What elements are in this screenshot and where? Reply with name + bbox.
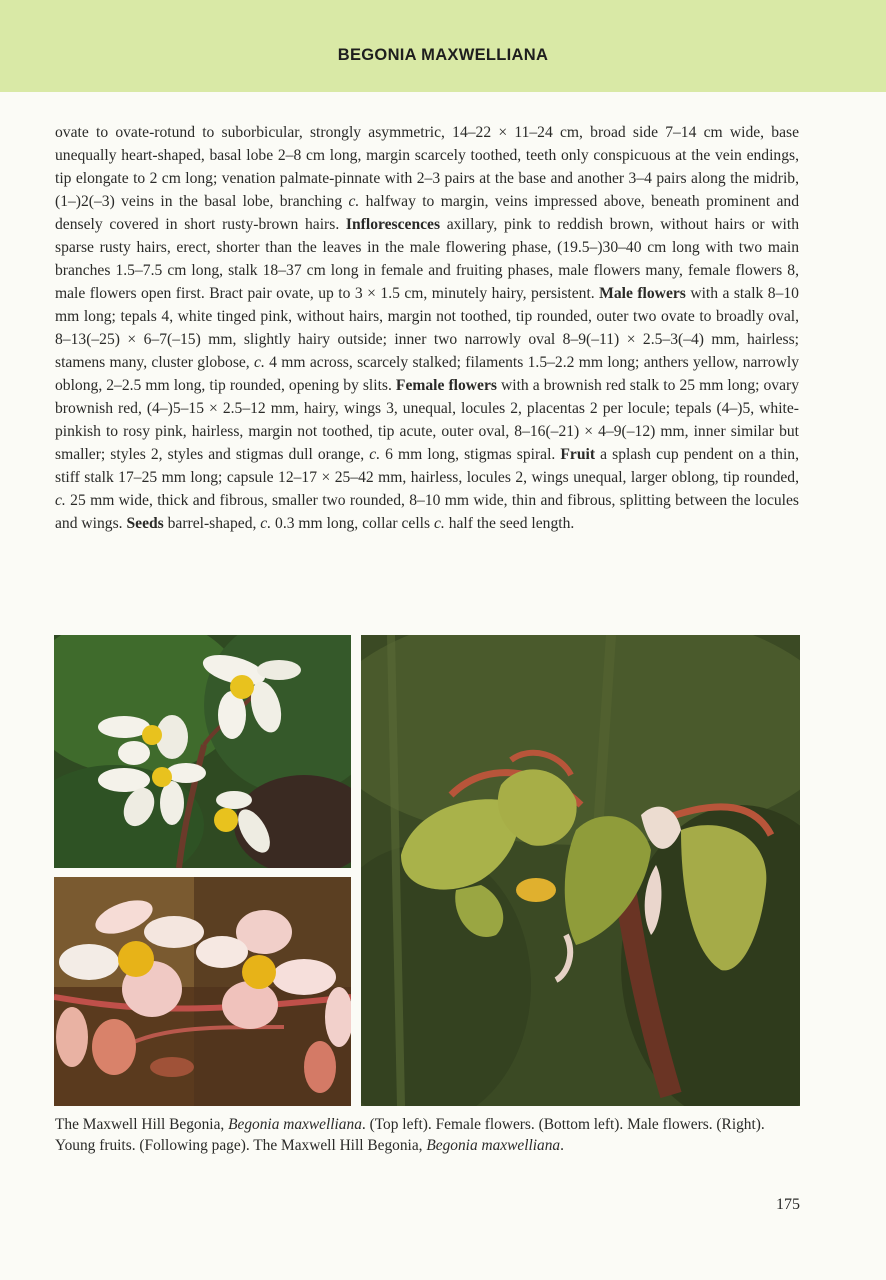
description-run: 6 mm long, stigmas spiral. — [380, 446, 561, 463]
description-heading: Male flowers — [599, 285, 686, 302]
caption-run: Begonia maxwelliana — [426, 1137, 561, 1154]
species-description — [55, 121, 799, 535]
description-run: 4 mm across, scarcely stalked; filaments 1.5–2.2 mm long; anthers yellow, narrowly oblong, 2–2.5 mm long, tip rounded, opening by slits. — [55, 354, 799, 394]
photo-female-flowers — [54, 635, 351, 868]
description-heading: Female flowers — [395, 377, 497, 394]
caption-run: . (Top left). Female flowers. (Bottom left). Male flowers. (Right). Young fruits. (Following page). The Maxwell Hill Begonia, — [55, 1116, 765, 1154]
caption-run: The Maxwell Hill Begonia, — [55, 1116, 229, 1133]
description-heading: Seeds — [126, 515, 164, 532]
description-run: c. — [348, 193, 360, 210]
description-run: halfway to margin, veins impressed above, beneath prominent and densely covered in short rusty-brown hairs. — [55, 193, 799, 233]
description-run: ovate to ovate-rotund to suborbicular, strongly asymmetric, 14–22 × 11–24 cm, broad side 7–14 cm wide, base unequally heart-shaped, basal lobe 2–8 cm long, margin scarcely toothed, teeth only conspicuous at the vein endings, tip elongate to 2 cm long; venation palmate-pinnate with 2–3 pairs at the base and another 3–4 pairs along the midrib, (1–)2(–3) veins in the basal lobe, branching — [55, 124, 799, 210]
description-heading: Inflorescences — [345, 216, 441, 233]
caption-run: Begonia maxwelliana — [228, 1116, 362, 1133]
description-run: c. — [260, 515, 272, 532]
photo-male-flowers — [54, 877, 351, 1106]
description-run: c. — [55, 492, 66, 509]
description-run: c. — [254, 354, 265, 371]
description-run: barrel-shaped, — [163, 515, 261, 532]
page-header-title: BEGONIA MAXWELLIANA — [337, 46, 549, 64]
description-run: c. — [369, 446, 381, 463]
description-heading: Fruit — [560, 446, 596, 463]
description-run: 0.3 mm long, collar cells — [271, 515, 434, 532]
photo-young-fruits — [361, 635, 800, 1106]
description-run: with a brownish red stalk to 25 mm long; ovary brownish red, (4–)5–15 × 2.5–12 mm, hairy, wings 3, unequal, locules 2, placentas 2 per locule; tepals (4–)5, white-pinkish to rosy pink, hairless, margin not toothed, tip acute, outer oval, 8–16(–21) × 4–9(–12) mm, inner similar but smaller; styles 2, styles and stigmas dull orange, — [55, 377, 799, 463]
caption-run: . — [560, 1137, 564, 1154]
description-run: a splash cup pendent on a thin, stiff stalk 17–25 mm long; capsule 12–17 × 25–42 mm, hairless, locules 2, wings unequal, larger oblong, tip rounded, — [55, 446, 800, 486]
page-number: 175 — [776, 1196, 800, 1213]
figure-caption — [55, 1114, 805, 1156]
description-run: half the seed length. — [444, 515, 575, 532]
description-run: c. — [433, 515, 445, 532]
description-run: with a stalk 8–10 mm long; tepals 4, white tinged pink, without hairs, margin not toothed, tip rounded, outer two ovate to broadly oval, 8–13(–25) × 6–7(–15) mm, slightly hairy outside; inner two narrowly oval 8–9(–11) × 2.5–3(–4) mm, hairless; stamens many, cluster globose, — [55, 285, 799, 371]
description-run: 25 mm wide, thick and fibrous, smaller two rounded, 8–10 mm wide, thin and fibrous, splitting between the locules and wings. — [55, 492, 799, 532]
description-run: axillary, pink to reddish brown, without hairs or with sparse rusty hairs, erect, shorter than the leaves in the male flowering phase, (19.5–)30–40 cm long with two main branches 1.5–7.5 cm long, stalk 18–37 cm long in female and fruiting phases, male flowers many, female flowers 8, male flowers open first. Bract pair ovate, up to 3 × 1.5 cm, minutely hairy, persistent. — [55, 216, 800, 302]
